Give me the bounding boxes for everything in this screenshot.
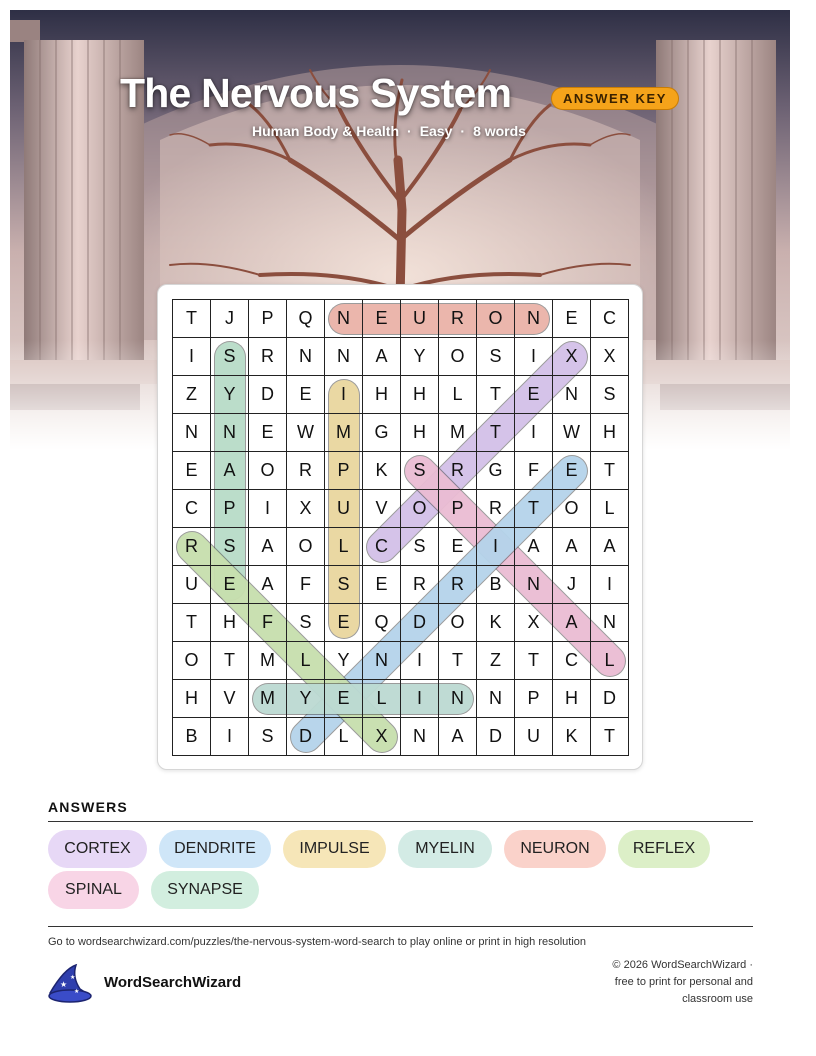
answer-key-badge: ANSWER KEY <box>551 87 679 110</box>
grid-cell: U <box>515 718 553 756</box>
grid-cell: E <box>553 452 591 490</box>
grid-cell: L <box>591 490 629 528</box>
grid-cell: G <box>363 414 401 452</box>
grid-cell: G <box>477 452 515 490</box>
grid-cell: C <box>173 490 211 528</box>
grid-cell: X <box>515 604 553 642</box>
grid-cell: T <box>439 642 477 680</box>
grid-cell: Y <box>211 376 249 414</box>
grid-cell: O <box>249 452 287 490</box>
svg-text:★: ★ <box>74 988 80 995</box>
grid-cell: A <box>363 338 401 376</box>
grid-cell: A <box>515 528 553 566</box>
grid-cell: D <box>287 718 325 756</box>
svg-text:★: ★ <box>60 980 68 989</box>
grid-cell: L <box>287 642 325 680</box>
grid-cell: I <box>401 680 439 718</box>
grid-cell: R <box>477 490 515 528</box>
grid-cell: Z <box>173 376 211 414</box>
grid-cell: T <box>173 604 211 642</box>
grid-cell: F <box>287 566 325 604</box>
grid-cell: H <box>363 376 401 414</box>
grid-cell: I <box>173 338 211 376</box>
grid-cell: U <box>401 300 439 338</box>
grid-cell: P <box>211 490 249 528</box>
grid-cell: H <box>211 604 249 642</box>
wizard-hat-icon <box>46 963 92 1005</box>
grid-cell: E <box>363 566 401 604</box>
grid-cell: U <box>173 566 211 604</box>
grid-cell: I <box>325 376 363 414</box>
grid-cell: X <box>287 490 325 528</box>
grid-cell: D <box>591 680 629 718</box>
grid-cell: Y <box>401 338 439 376</box>
grid-cell: C <box>553 642 591 680</box>
grid-cell: N <box>477 680 515 718</box>
grid-cell: T <box>211 642 249 680</box>
grid-cell: R <box>249 338 287 376</box>
grid-cell: Y <box>287 680 325 718</box>
grid-cell: I <box>477 528 515 566</box>
grid-cell: E <box>439 528 477 566</box>
answer-pill-synapse: SYNAPSE <box>151 871 259 909</box>
grid-cell: A <box>249 528 287 566</box>
grid-cell: E <box>325 604 363 642</box>
grid-cell: K <box>553 718 591 756</box>
grid-cell: Z <box>477 642 515 680</box>
grid-cell: V <box>363 490 401 528</box>
grid-cell: T <box>591 452 629 490</box>
grid-cell: N <box>515 300 553 338</box>
grid-cell: I <box>211 718 249 756</box>
grid-cell: L <box>591 642 629 680</box>
grid-cell: O <box>287 528 325 566</box>
page-title: The Nervous System <box>120 70 512 116</box>
grid-cell: Q <box>363 604 401 642</box>
grid-cell: D <box>477 718 515 756</box>
brand-name: WordSearchWizard <box>104 974 242 991</box>
grid-cell: T <box>477 376 515 414</box>
footer-divider <box>48 926 753 927</box>
grid-cell: L <box>363 680 401 718</box>
grid-cell: H <box>401 414 439 452</box>
grid-cell: N <box>439 680 477 718</box>
meta-separator: · <box>407 123 412 139</box>
grid-cell: O <box>439 604 477 642</box>
word-count-label: 8 words <box>473 123 526 139</box>
grid-cell: E <box>287 376 325 414</box>
grid-cell: M <box>325 414 363 452</box>
puzzle-grid-area <box>172 299 629 756</box>
grid-cell: H <box>401 376 439 414</box>
grid-cell: O <box>553 490 591 528</box>
grid-cell: K <box>477 604 515 642</box>
grid-cell: M <box>439 414 477 452</box>
grid-cell: T <box>477 414 515 452</box>
grid-cell: N <box>173 414 211 452</box>
grid-cell: O <box>401 490 439 528</box>
grid-cell: H <box>173 680 211 718</box>
grid-cell: H <box>591 414 629 452</box>
letter-grid <box>172 299 629 756</box>
meta-separator: · <box>460 123 466 139</box>
answer-pill-myelin: MYELIN <box>398 830 492 868</box>
grid-cell: X <box>363 718 401 756</box>
grid-cell: N <box>363 642 401 680</box>
grid-cell: N <box>325 338 363 376</box>
grid-cell: S <box>401 452 439 490</box>
difficulty-label: Easy <box>419 123 453 139</box>
grid-cell: N <box>591 604 629 642</box>
grid-cell: A <box>591 528 629 566</box>
grid-cell: N <box>553 376 591 414</box>
grid-cell: W <box>287 414 325 452</box>
grid-cell: S <box>211 338 249 376</box>
grid-cell: T <box>515 642 553 680</box>
grid-cell: N <box>401 718 439 756</box>
grid-cell: S <box>211 528 249 566</box>
grid-cell: R <box>439 300 477 338</box>
grid-cell: A <box>439 718 477 756</box>
grid-cell: F <box>515 452 553 490</box>
category-label: Human Body & Health <box>252 123 400 139</box>
answer-pill-dendrite: DENDRITE <box>159 830 271 868</box>
answer-pill-neuron: NEURON <box>504 830 606 868</box>
answer-pill-cortex: CORTEX <box>48 830 147 868</box>
grid-cell: O <box>477 300 515 338</box>
grid-cell: S <box>325 566 363 604</box>
grid-cell: R <box>173 528 211 566</box>
grid-cell: L <box>325 718 363 756</box>
grid-cell: C <box>591 300 629 338</box>
grid-cell: M <box>249 680 287 718</box>
grid-cell: N <box>325 300 363 338</box>
grid-cell: F <box>249 604 287 642</box>
grid-cell: P <box>515 680 553 718</box>
grid-cell: T <box>173 300 211 338</box>
grid-cell: E <box>363 300 401 338</box>
grid-cell: I <box>515 338 553 376</box>
grid-cell: A <box>211 452 249 490</box>
answers-heading: ANSWERS <box>48 799 128 815</box>
grid-cell: S <box>401 528 439 566</box>
grid-cell: E <box>211 566 249 604</box>
copyright-line: © 2026 WordSearchWizard · <box>612 959 753 971</box>
grid-cell: R <box>401 566 439 604</box>
grid-cell: W <box>553 414 591 452</box>
grid-cell: O <box>439 338 477 376</box>
copyright-line: free to print for personal and <box>614 976 753 988</box>
answer-pill-reflex: REFLEX <box>618 830 710 868</box>
grid-cell: S <box>287 604 325 642</box>
grid-cell: R <box>439 566 477 604</box>
grid-cell: S <box>477 338 515 376</box>
grid-cell: P <box>439 490 477 528</box>
grid-cell: M <box>249 642 287 680</box>
grid-cell: T <box>515 490 553 528</box>
grid-cell: T <box>591 718 629 756</box>
answers-divider <box>48 821 753 822</box>
grid-cell: D <box>249 376 287 414</box>
copyright-line: classroom use <box>682 993 753 1005</box>
grid-cell: R <box>287 452 325 490</box>
grid-cell: I <box>591 566 629 604</box>
grid-cell: B <box>477 566 515 604</box>
grid-cell: V <box>211 680 249 718</box>
copyright-notice <box>573 957 753 1008</box>
play-online-link[interactable]: Go to wordsearchwizard.com/puzzles/the-nervous-system-word-search to play online or print in high resolution <box>48 936 587 948</box>
grid-cell: S <box>591 376 629 414</box>
grid-cell: A <box>553 528 591 566</box>
grid-cell: I <box>515 414 553 452</box>
grid-cell: E <box>173 452 211 490</box>
grid-cell: J <box>553 566 591 604</box>
grid-cell: N <box>515 566 553 604</box>
grid-cell: A <box>249 566 287 604</box>
grid-cell: I <box>249 490 287 528</box>
grid-cell: S <box>249 718 287 756</box>
svg-text:★: ★ <box>70 974 76 981</box>
grid-cell: E <box>325 680 363 718</box>
puzzle-meta <box>252 123 572 139</box>
grid-cell: Q <box>287 300 325 338</box>
grid-cell: C <box>363 528 401 566</box>
grid-cell: A <box>553 604 591 642</box>
grid-cell: N <box>211 414 249 452</box>
grid-cell: Y <box>325 642 363 680</box>
grid-cell: E <box>553 300 591 338</box>
grid-cell: O <box>173 642 211 680</box>
grid-cell: N <box>287 338 325 376</box>
grid-cell: I <box>401 642 439 680</box>
grid-cell: E <box>515 376 553 414</box>
grid-cell: R <box>439 452 477 490</box>
grid-cell: L <box>439 376 477 414</box>
grid-cell: U <box>325 490 363 528</box>
grid-cell: J <box>211 300 249 338</box>
grid-cell: X <box>591 338 629 376</box>
grid-cell: B <box>173 718 211 756</box>
answer-pill-spinal: SPINAL <box>48 871 139 909</box>
grid-cell: P <box>325 452 363 490</box>
grid-cell: K <box>363 452 401 490</box>
answer-pill-impulse: IMPULSE <box>283 830 386 868</box>
grid-cell: D <box>401 604 439 642</box>
grid-cell: P <box>249 300 287 338</box>
grid-cell: H <box>553 680 591 718</box>
grid-cell: X <box>553 338 591 376</box>
grid-cell: L <box>325 528 363 566</box>
grid-cell: E <box>249 414 287 452</box>
